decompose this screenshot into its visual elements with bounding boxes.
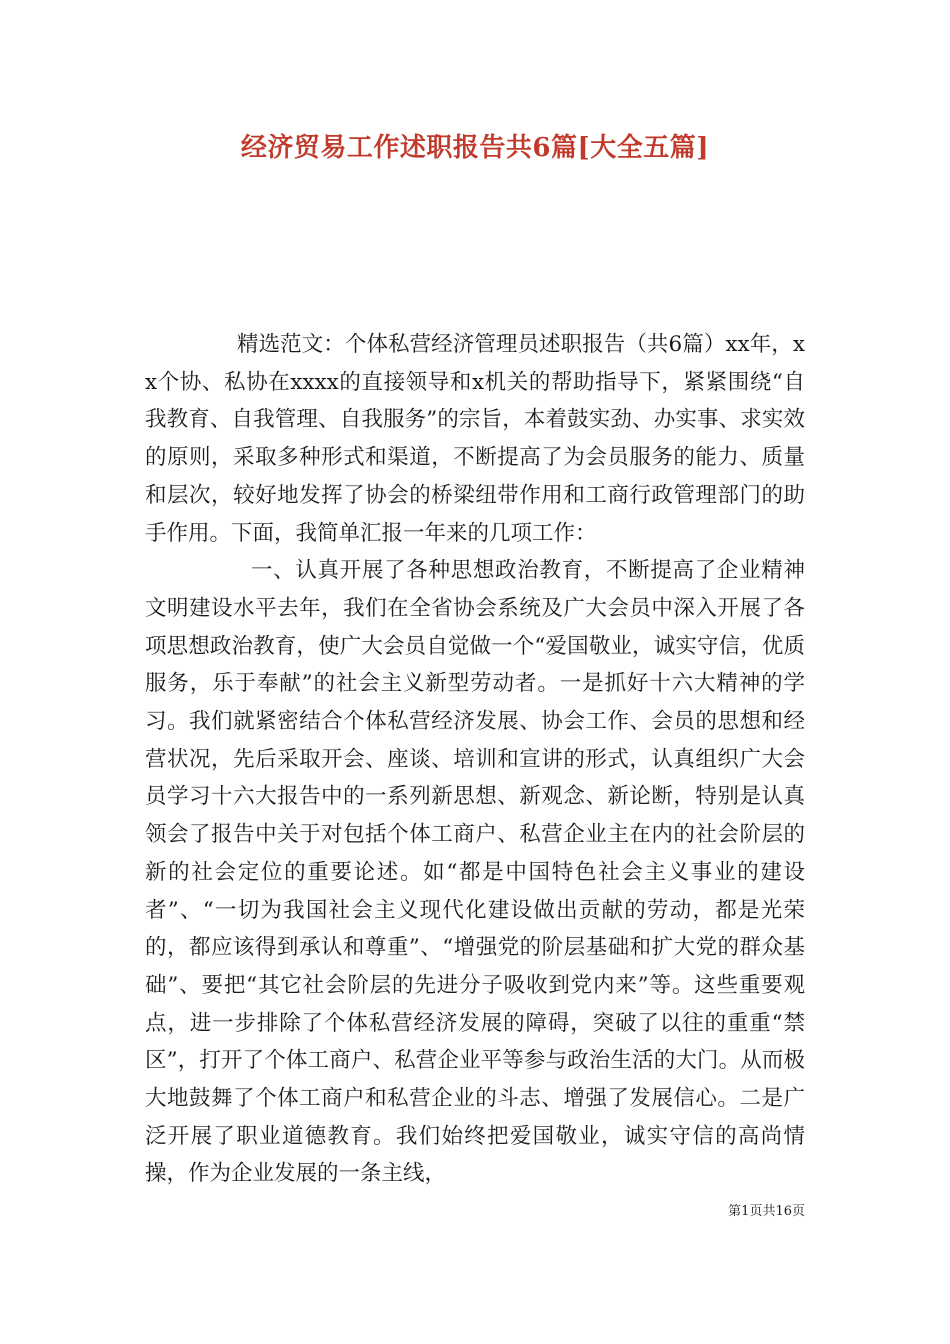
paragraph-section-one: 一、认真开展了各种思想政治教育，不断提高了企业精神文明建设水平去年，我们在全省协会系统及广大会员中深入开展了各项思想政治教育，使广大会员自觉做一个“爱国敬业，诚实守信，优质服务，乐于奉献”的社会主义新型劳动者。一是抓好十六大精神的学习。我们就紧密结合个体私营经济发展、协会工作、会员的思想和经营状况，先后采取开会、座谈、培训和宣讲的形式，认真组织广大会员学习十六大报告中的一系列新思想、新观念、新论断，特别是认真领会了报告中关于对包括个体工商户、私营企业主在内的社会阶层的新的社会定位的重要论述。如“都是中国特色社会主义事业的建设者”、“一切为我国社会主义现代化建设做出贡献的劳动，都是光荣的，都应该得到承认和尊重”、“增强党的阶层基础和扩大党的群众基础”、要把“其它社会阶层的先进分子吸收到党内来”等。这些重要观点，进一步排除了个体私营经济发展的障碍，突破了以往的重重“禁区”，打开了个体工商户、私营企业平等参与政治生活的大门。从而极大地鼓舞了个体工商户和私营企业的斗志、增强了发展信心。二是广泛开展了职业道德教育。我们始终把爱国敬业，诚实守信的高尚情操，作为企业发展的一条主线， xyxy=(145,558,805,1187)
document-body xyxy=(145,326,805,1193)
paragraph-intro: 精选范文：个体私营经济管理员述职报告（共6篇）xx年，xx个协、私协在xxxx的直接领导和x机关的帮助指导下，紧紧围绕“自我教育、自我管理、自我服务”的宗旨，本着鼓实劲、办实事、求实效的原则，采取多种形式和渠道，不断提高了为会员服务的能力、质量和层次，较好地发挥了协会的桥梁纽带作用和工商行政管理部门的助手作用。下面，我简单汇报一年来的几项工作： xyxy=(145,332,805,546)
document-title: 经济贸易工作述职报告共6篇[大全五篇] xyxy=(240,133,710,163)
page-number-footer: 第1页共16页 xyxy=(728,1204,805,1219)
